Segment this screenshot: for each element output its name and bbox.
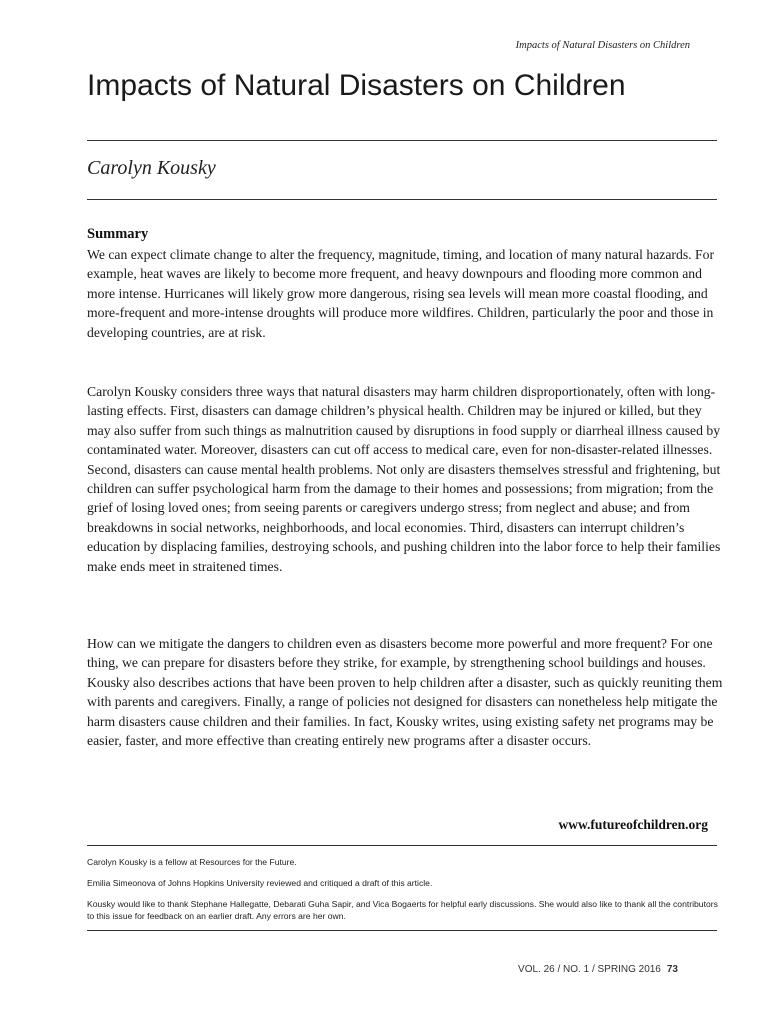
acknowledgments-note: Kousky would like to thank Stephane Hallegatte, Debarati Guha Sapir, and Vica Bogaerts for helpful early discussions. She would also like to thank all the contributors to this issue for feedback on an earlier draft. Any errors are her own. bbox=[87, 899, 718, 921]
author-affiliation-note: Carolyn Kousky is a fellow at Resources for the Future. bbox=[87, 857, 297, 867]
page-footer bbox=[518, 964, 678, 975]
summary-paragraph-1 bbox=[87, 245, 723, 342]
author-divider bbox=[87, 199, 717, 200]
author-name: Carolyn Kousky bbox=[87, 157, 216, 179]
paragraph-text: We can expect climate change to alter the frequency, magnitude, timing, and location of many natural hazards. For example, heat waves are likely to become more frequent, and heavy downpours and flooding more common and more intense. Hurricanes will likely grow more dangerous, rising sea levels will mean more coastal flooding, and more-frequent and more-intense droughts will produce more wildfires. Children, particularly the poor and those in developing countries, are at risk. bbox=[87, 247, 715, 340]
running-head: Impacts of Natural Disasters on Children bbox=[515, 40, 690, 51]
website-link[interactable]: www.futureofchildren.org bbox=[558, 817, 708, 832]
summary-paragraph-2 bbox=[87, 382, 723, 576]
summary-paragraph-3 bbox=[87, 634, 723, 750]
reviewer-note: Emilia Simeonova of Johns Hopkins University reviewed and critiqued a draft of this article. bbox=[87, 878, 433, 888]
footer-divider bbox=[87, 930, 717, 931]
title-divider bbox=[87, 140, 717, 141]
summary-heading: Summary bbox=[87, 226, 149, 242]
issue-info: VOL. 26 / NO. 1 / SPRING 2016 bbox=[518, 964, 661, 975]
page-number: 73 bbox=[666, 964, 678, 975]
paragraph-text: Carolyn Kousky considers three ways that natural disasters may harm children disproportionately, often with long-lasting effects. First, disasters can damage children’s physical health. Children may be injured or killed, but they may also suffer from such things as malnutrition caused by disruptions in food supply or diarrheal illness caused by contaminated water. Moreover, disasters can cut off access to medical care, even for non-disaster-related illnesses. Second, disasters can cause mental health problems. Not only are disasters themselves stressful and frightening, but children can suffer psychological harm from the damage to their homes and possessions; from migration; from the grief of losing loved ones; from seeing parents or caregivers undergo stress; from neglect and abuse; and from breakdowns in social networks, neighborhoods, and local economies. Third, disasters can interrupt children’s education by displacing families, destroying schools, and pushing children into the labor force to help their families make ends meet in straitened times. bbox=[87, 384, 721, 574]
notes-divider bbox=[87, 845, 717, 846]
article-title: Impacts of Natural Disasters on Children bbox=[87, 69, 626, 102]
paragraph-text: How can we mitigate the dangers to children even as disasters become more powerful and more frequent? For one thing, we can prepare for disasters before they strike, for example, by strengthening school buildings and houses. Kousky also describes actions that have been proven to help children after a disaster, such as quickly reuniting them with parents and caregivers. Finally, a range of policies not designed for disasters can nonetheless help mitigate the harm disasters cause children and their families. In fact, Kousky writes, using existing safety net programs may be easier, faster, and more effective than creating entirely new programs after a disaster occurs. bbox=[87, 636, 723, 749]
